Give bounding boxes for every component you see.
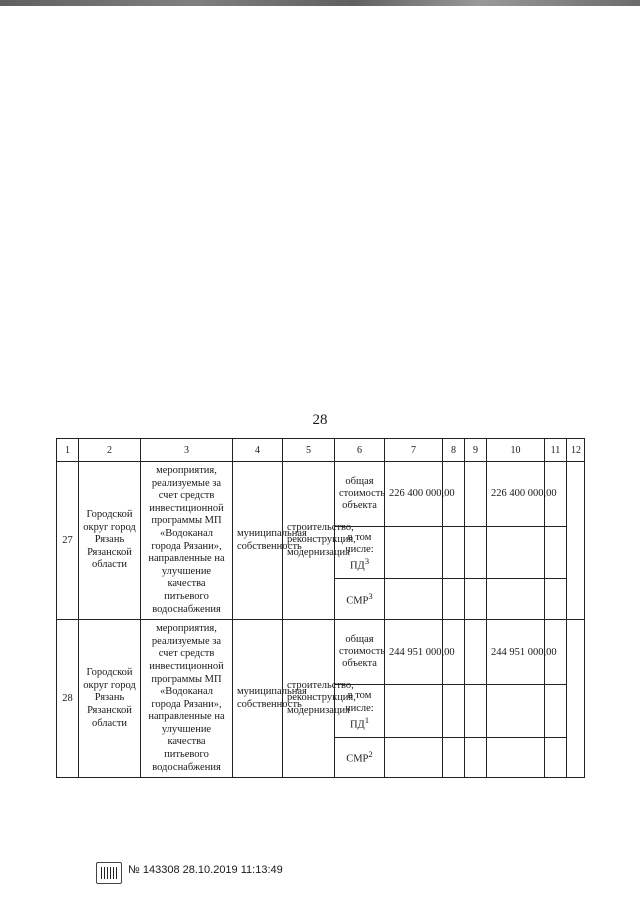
table-row	[57, 620, 585, 685]
cost-smr-text: СМР	[346, 595, 369, 607]
col7-value: 244 951 000,00	[385, 620, 443, 685]
empty-cell	[465, 526, 487, 578]
empty-cell	[465, 737, 487, 778]
empty-cell	[567, 620, 585, 778]
empty-cell	[443, 685, 465, 737]
col-header-4: 4	[233, 439, 283, 462]
table-header-row	[57, 439, 585, 462]
col-header-9: 9	[465, 439, 487, 462]
empty-cell	[487, 579, 545, 620]
empty-cell	[465, 462, 487, 527]
registry-stamp-icon	[96, 862, 122, 884]
cost-total-label: общая стоимость объекта	[335, 620, 385, 685]
scan-edge	[0, 0, 640, 6]
empty-cell	[567, 462, 585, 620]
empty-cell	[385, 685, 443, 737]
empty-cell	[545, 737, 567, 778]
cost-pd-label: в том числе: $ПД^1$	[335, 685, 385, 737]
measure-cell: мероприятия, реализуемые за счет средств инвестиционной программы МП «Водоканал города Рязани», направленные на улучшение качества питьевого водоснабжения	[141, 462, 233, 620]
ownership-cell: муниципальная собственность	[233, 620, 283, 778]
empty-cell	[545, 526, 567, 578]
cost-total-label: общая стоимость объекта	[335, 462, 385, 527]
page-number: 28	[312, 412, 328, 428]
col-header-10: 10	[487, 439, 545, 462]
col-header-1: 1	[57, 439, 79, 462]
col-header-5: 5	[283, 439, 335, 462]
territory-cell: Городской округ город Рязань Рязанской области	[79, 620, 141, 778]
row-number: 27	[57, 462, 79, 620]
cost-pd-text: в том числе: ПД	[345, 690, 374, 731]
row-number: 28	[57, 620, 79, 778]
col10-value: 244 951 000,00	[487, 620, 545, 685]
empty-cell	[385, 737, 443, 778]
empty-cell	[465, 620, 487, 685]
col-header-11: 11	[545, 439, 567, 462]
measure-cell: мероприятия, реализуемые за счет средств инвестиционной программы МП «Водоканал города Рязани», направленные на улучшение качества питьевого водоснабжения	[141, 620, 233, 778]
empty-cell	[545, 685, 567, 737]
work-type-cell: строительство, реконструкция, модернизация	[283, 620, 335, 778]
empty-cell	[443, 737, 465, 778]
empty-cell	[545, 579, 567, 620]
territory-cell: Городской округ город Рязань Рязанской области	[79, 462, 141, 620]
empty-cell	[443, 579, 465, 620]
empty-cell	[465, 579, 487, 620]
cost-smr-text: СМР	[346, 753, 369, 765]
cost-pd-text: в том числе: ПД	[345, 532, 374, 572]
table-row	[57, 462, 585, 527]
col10-value: 226 400 000,00	[487, 462, 545, 527]
cost-pd-label: в том числе: $ПД^3$	[335, 526, 385, 578]
measures-table	[56, 438, 585, 778]
col-header-3: 3	[141, 439, 233, 462]
col-header-7: 7	[385, 439, 443, 462]
cost-smr-label: СМР$^2$	[335, 737, 385, 778]
document-id: № 143308 28.10.2019 11:13:49	[128, 864, 283, 876]
empty-cell	[487, 685, 545, 737]
col-header-6: 6	[335, 439, 385, 462]
empty-cell	[487, 526, 545, 578]
work-type-cell: строительство, реконструкция, модернизация	[283, 462, 335, 620]
col-header-12: 12	[567, 439, 585, 462]
empty-cell	[465, 685, 487, 737]
empty-cell	[385, 526, 443, 578]
empty-cell	[487, 737, 545, 778]
ownership-cell: муниципальная собственность	[233, 462, 283, 620]
col7-value: 226 400 000,00	[385, 462, 443, 527]
empty-cell	[385, 579, 443, 620]
cost-smr-label: СМР$^3$	[335, 579, 385, 620]
col-header-8: 8	[443, 439, 465, 462]
empty-cell	[443, 526, 465, 578]
col-header-2: 2	[79, 439, 141, 462]
